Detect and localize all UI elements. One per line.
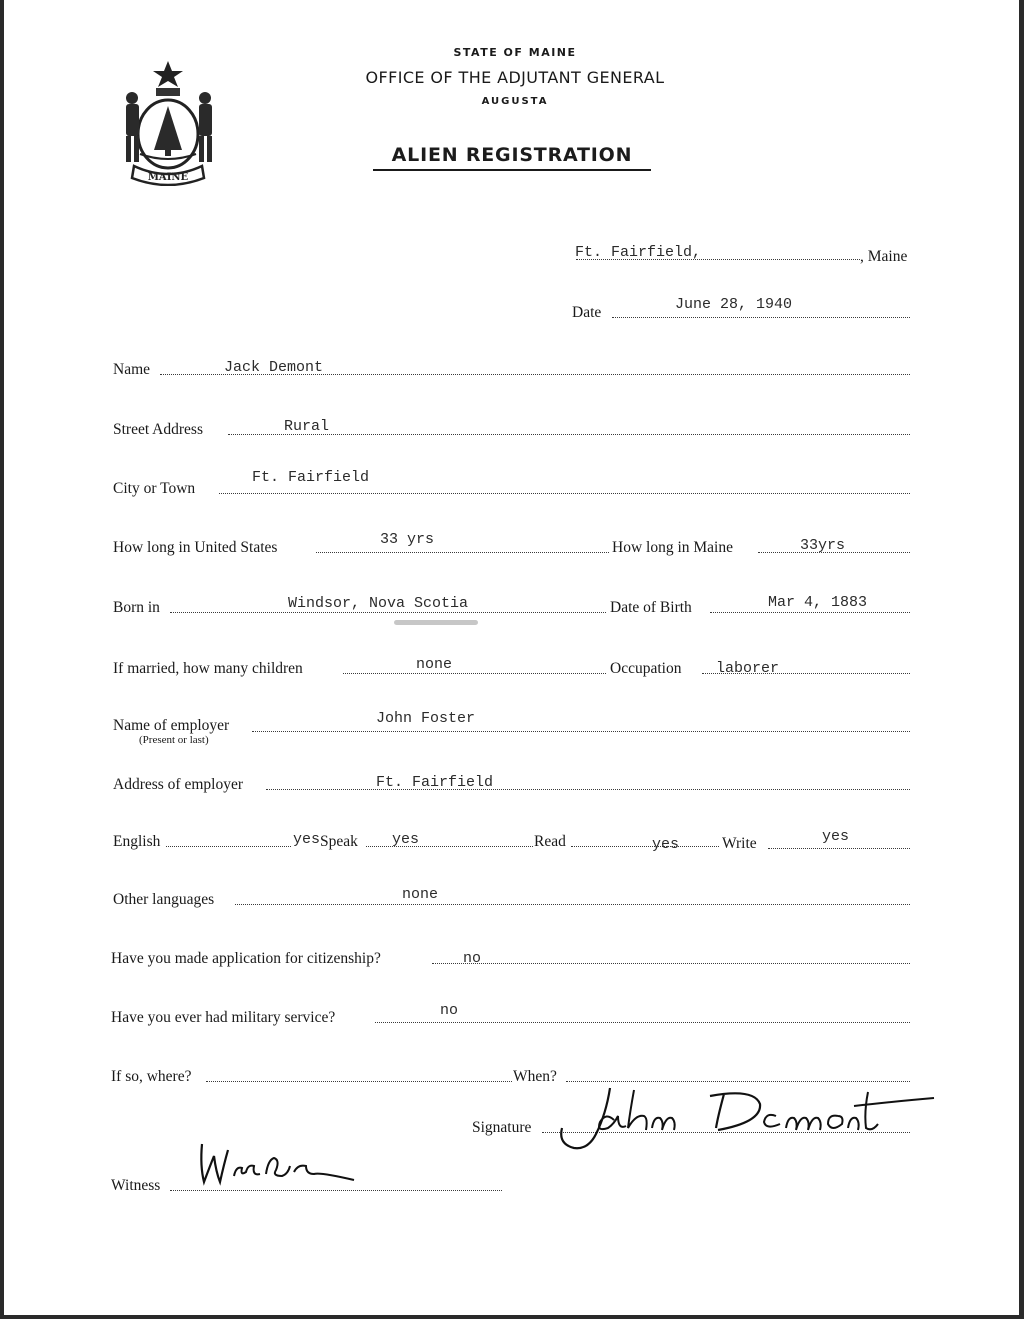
other-languages-value[interactable]: none: [402, 886, 439, 903]
read-value[interactable]: yes: [652, 836, 680, 853]
city-town-label: City or Town: [113, 480, 196, 497]
read-line: [571, 846, 719, 847]
date-value[interactable]: June 28, 1940: [675, 296, 793, 313]
signature-handwriting[interactable]: [548, 1076, 938, 1156]
write-value[interactable]: yes: [822, 828, 850, 845]
children-label: If married, how many children: [113, 660, 303, 677]
employer-name-label: Name of employer: [113, 717, 230, 734]
name-label: Name: [113, 361, 151, 378]
maine-label: , Maine: [860, 248, 908, 265]
if-so-where-label: If so, where?: [111, 1068, 192, 1085]
military-line: [375, 1022, 910, 1023]
signature-label: Signature: [472, 1119, 532, 1136]
write-label: Write: [722, 835, 757, 852]
date-line: [612, 317, 910, 318]
children-line: [343, 673, 606, 674]
born-in-value[interactable]: Windsor, Nova Scotia: [288, 595, 469, 612]
ink-smear: [394, 620, 478, 625]
witness-label: Witness: [111, 1177, 161, 1194]
occupation-value[interactable]: laborer: [716, 660, 780, 677]
english-label: English: [113, 833, 161, 850]
employer-name-value[interactable]: John Foster: [376, 710, 476, 727]
read-label: Read: [534, 833, 566, 850]
date-of-birth-line: [710, 612, 910, 613]
how-long-us-value[interactable]: 33 yrs: [380, 531, 435, 548]
employer-name-sublabel: (Present or last): [139, 734, 209, 746]
other-languages-label: Other languages: [113, 891, 215, 908]
born-in-label: Born in: [113, 599, 160, 616]
english-value[interactable]: yes: [293, 831, 321, 848]
state-seal: [112, 58, 224, 186]
city-town-value[interactable]: Ft. Fairfield: [252, 469, 370, 486]
street-address-value[interactable]: Rural: [284, 418, 330, 435]
speak-label: Speak: [320, 833, 358, 850]
employer-address-label: Address of employer: [113, 776, 243, 793]
how-long-maine-value[interactable]: 33yrs: [800, 537, 846, 554]
employer-name-line: [252, 731, 910, 732]
citizenship-label: Have you made application for citizenship?: [111, 950, 381, 967]
witness-signature-handwriting[interactable]: [190, 1136, 360, 1196]
name-value[interactable]: Jack Demont: [224, 359, 324, 376]
street-address-label: Street Address: [113, 421, 203, 438]
citizenship-value[interactable]: no: [463, 950, 482, 967]
occupation-label: Occupation: [610, 660, 682, 677]
born-in-line: [170, 612, 606, 613]
how-long-us-line: [316, 552, 609, 553]
street-address-line: [228, 434, 910, 435]
employer-address-value[interactable]: Ft. Fairfield: [376, 774, 494, 791]
city-heading: AUGUSTA: [481, 96, 549, 107]
military-value[interactable]: no: [440, 1002, 459, 1019]
children-value[interactable]: none: [416, 656, 453, 673]
office-heading: OFFICE OF THE ADJUTANT GENERAL: [365, 68, 665, 87]
employer-address-line: [266, 789, 910, 790]
form-title: ALIEN REGISTRATION: [373, 144, 651, 171]
how-long-maine-label: How long in Maine: [612, 539, 733, 556]
other-languages-line: [235, 904, 910, 905]
city-town-line: [219, 493, 910, 494]
write-line: [768, 848, 910, 849]
seal-scroll-text: MAINE: [147, 172, 189, 183]
english-line: [166, 846, 291, 847]
military-label: Have you ever had military service?: [111, 1009, 336, 1026]
speak-value[interactable]: yes: [392, 831, 420, 848]
date-of-birth-value[interactable]: Mar 4, 1883: [768, 594, 868, 611]
how-long-us-label: How long in United States: [113, 539, 278, 556]
date-of-birth-label: Date of Birth: [610, 599, 692, 616]
citizenship-line: [432, 963, 910, 964]
state-heading: STATE OF MAINE: [453, 46, 577, 59]
if-so-where-line[interactable]: [206, 1081, 512, 1082]
place-value[interactable]: Ft. Fairfield,: [575, 244, 702, 261]
date-label: Date: [572, 304, 602, 321]
when-label: When?: [513, 1068, 557, 1085]
